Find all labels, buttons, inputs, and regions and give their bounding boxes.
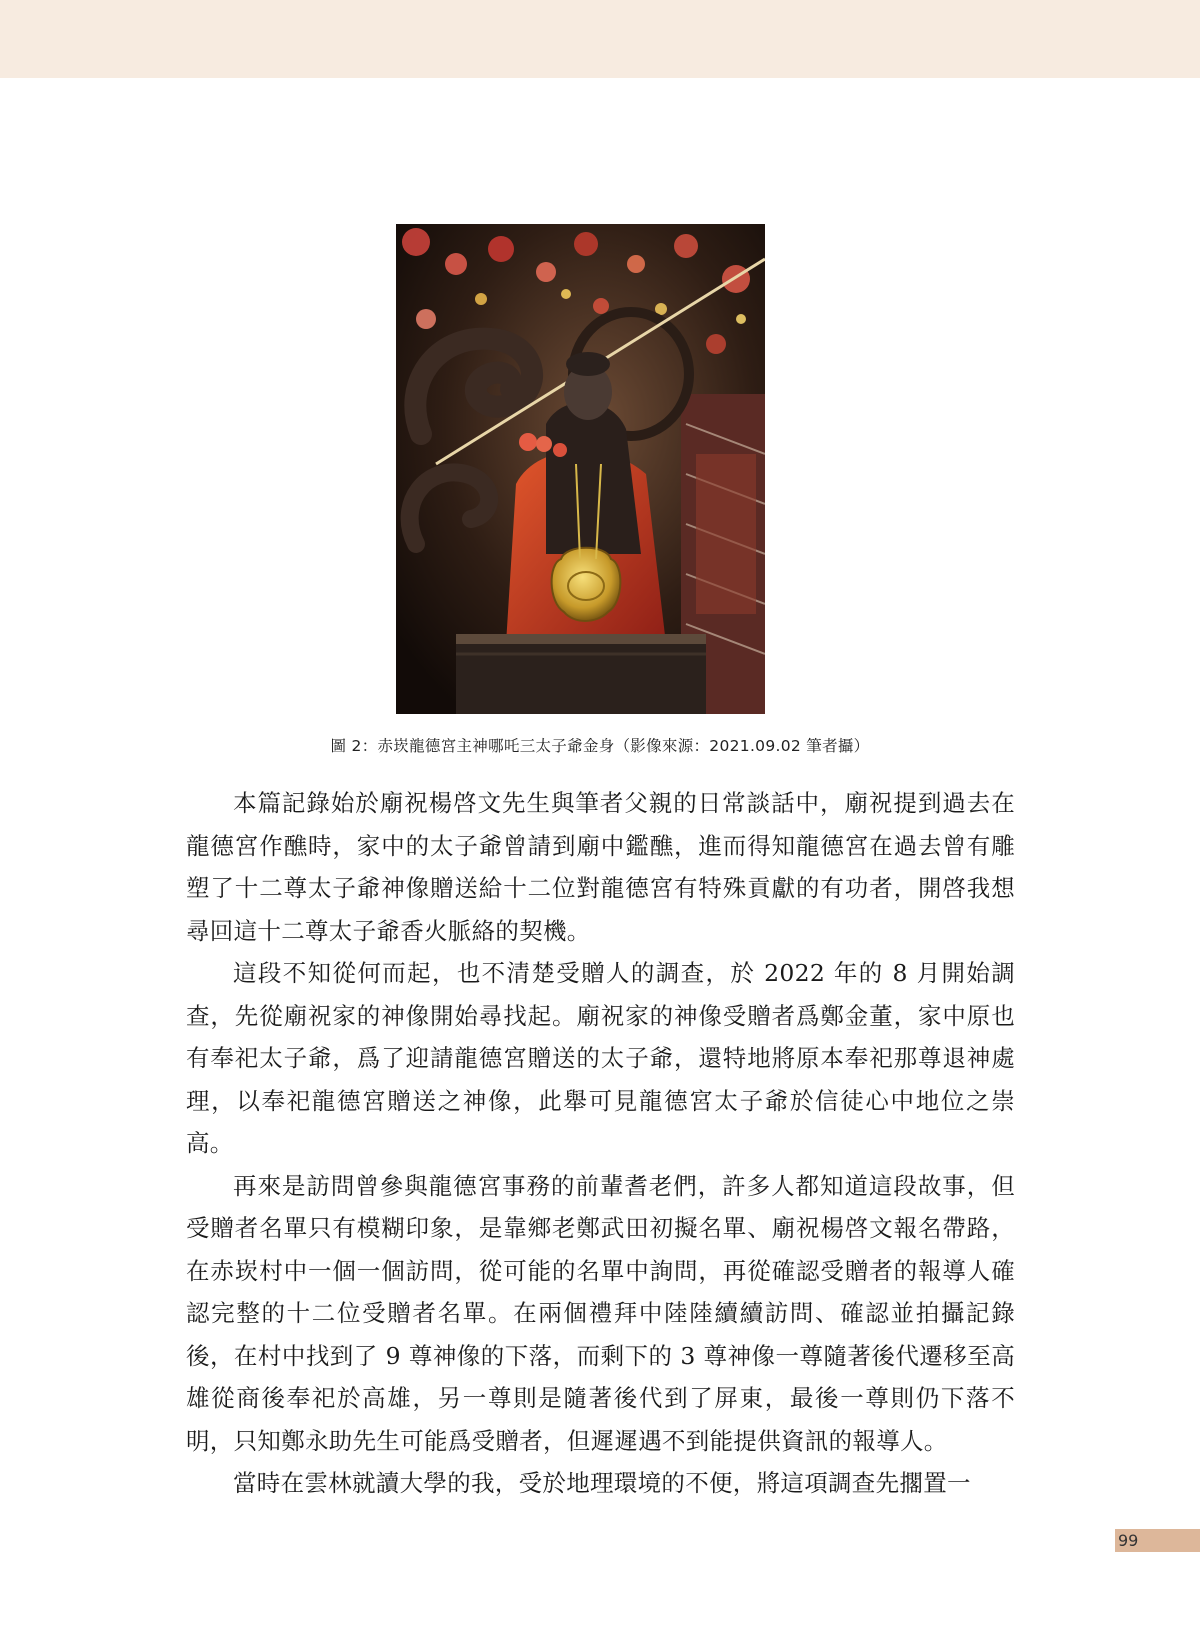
paragraph: 本篇記錄始於廟祝楊啓文先生與筆者父親的日常談話中，廟祝提到過去在龍德宮作醮時，家中的太子爺曾請到廟中鑑醮，進而得知龍德宮在過去曾有雕塑了十二尊太子爺神像贈送給十二位對龍德宮有特殊貢獻的有功者，開啓我想尋回這十二尊太子爺香火脈絡的契機。 <box>186 789 1015 945</box>
paragraph: 再來是訪問曾參與龍德宮事務的前輩耆老們，許多人都知道這段故事，但受贈者名單只有模糊印象，是靠鄉老鄭武田初擬名單、廟祝楊啓文報名帶路，在赤崁村中一個一個訪問，從可能的名單中詢問，再從確認受贈者的報導人確認完整的十二位受贈者名單。在兩個禮拜中陸陸續續訪問、確認並拍攝記錄後，在村中找到了 9 尊神像的下落，而剩下的 3 尊神像一尊隨著後代遷移至高雄從商後奉祀於高雄，另一尊則是隨著後代到了屏東，最後一尊則仍下落不明，只知鄭永助先生可能爲受贈者，但遲遲遇不到能提供資訊的報導人。 <box>186 1171 1015 1455</box>
header-band <box>0 0 1200 78</box>
page-number: 99 <box>1118 1531 1139 1550</box>
paragraph: 當時在雲林就讀大學的我，受於地理環境的不便，將這項調查先擱置一 <box>233 1469 971 1497</box>
deity-statue-photo <box>396 224 765 714</box>
paragraph: 這段不知從何而起，也不清楚受贈人的調查，於 2022 年的 8 月開始調查，先從廟祝家的神像開始尋找起。廟祝家的神像受贈者爲鄭金董，家中原也有奉祀太子爺，爲了迎請龍德宮贈送的太子爺，還特地將原本奉祀那尊退神處理，以奉祀龍德宮贈送之神像，此舉可見龍德宮太子爺於信徒心中地位之崇高。 <box>186 959 1015 1157</box>
body-text <box>186 782 1015 1505</box>
figure-caption: 圖 2：赤崁龍德宮主神哪吒三太子爺金身（影像來源：2021.09.02 筆者攝） <box>330 737 870 755</box>
